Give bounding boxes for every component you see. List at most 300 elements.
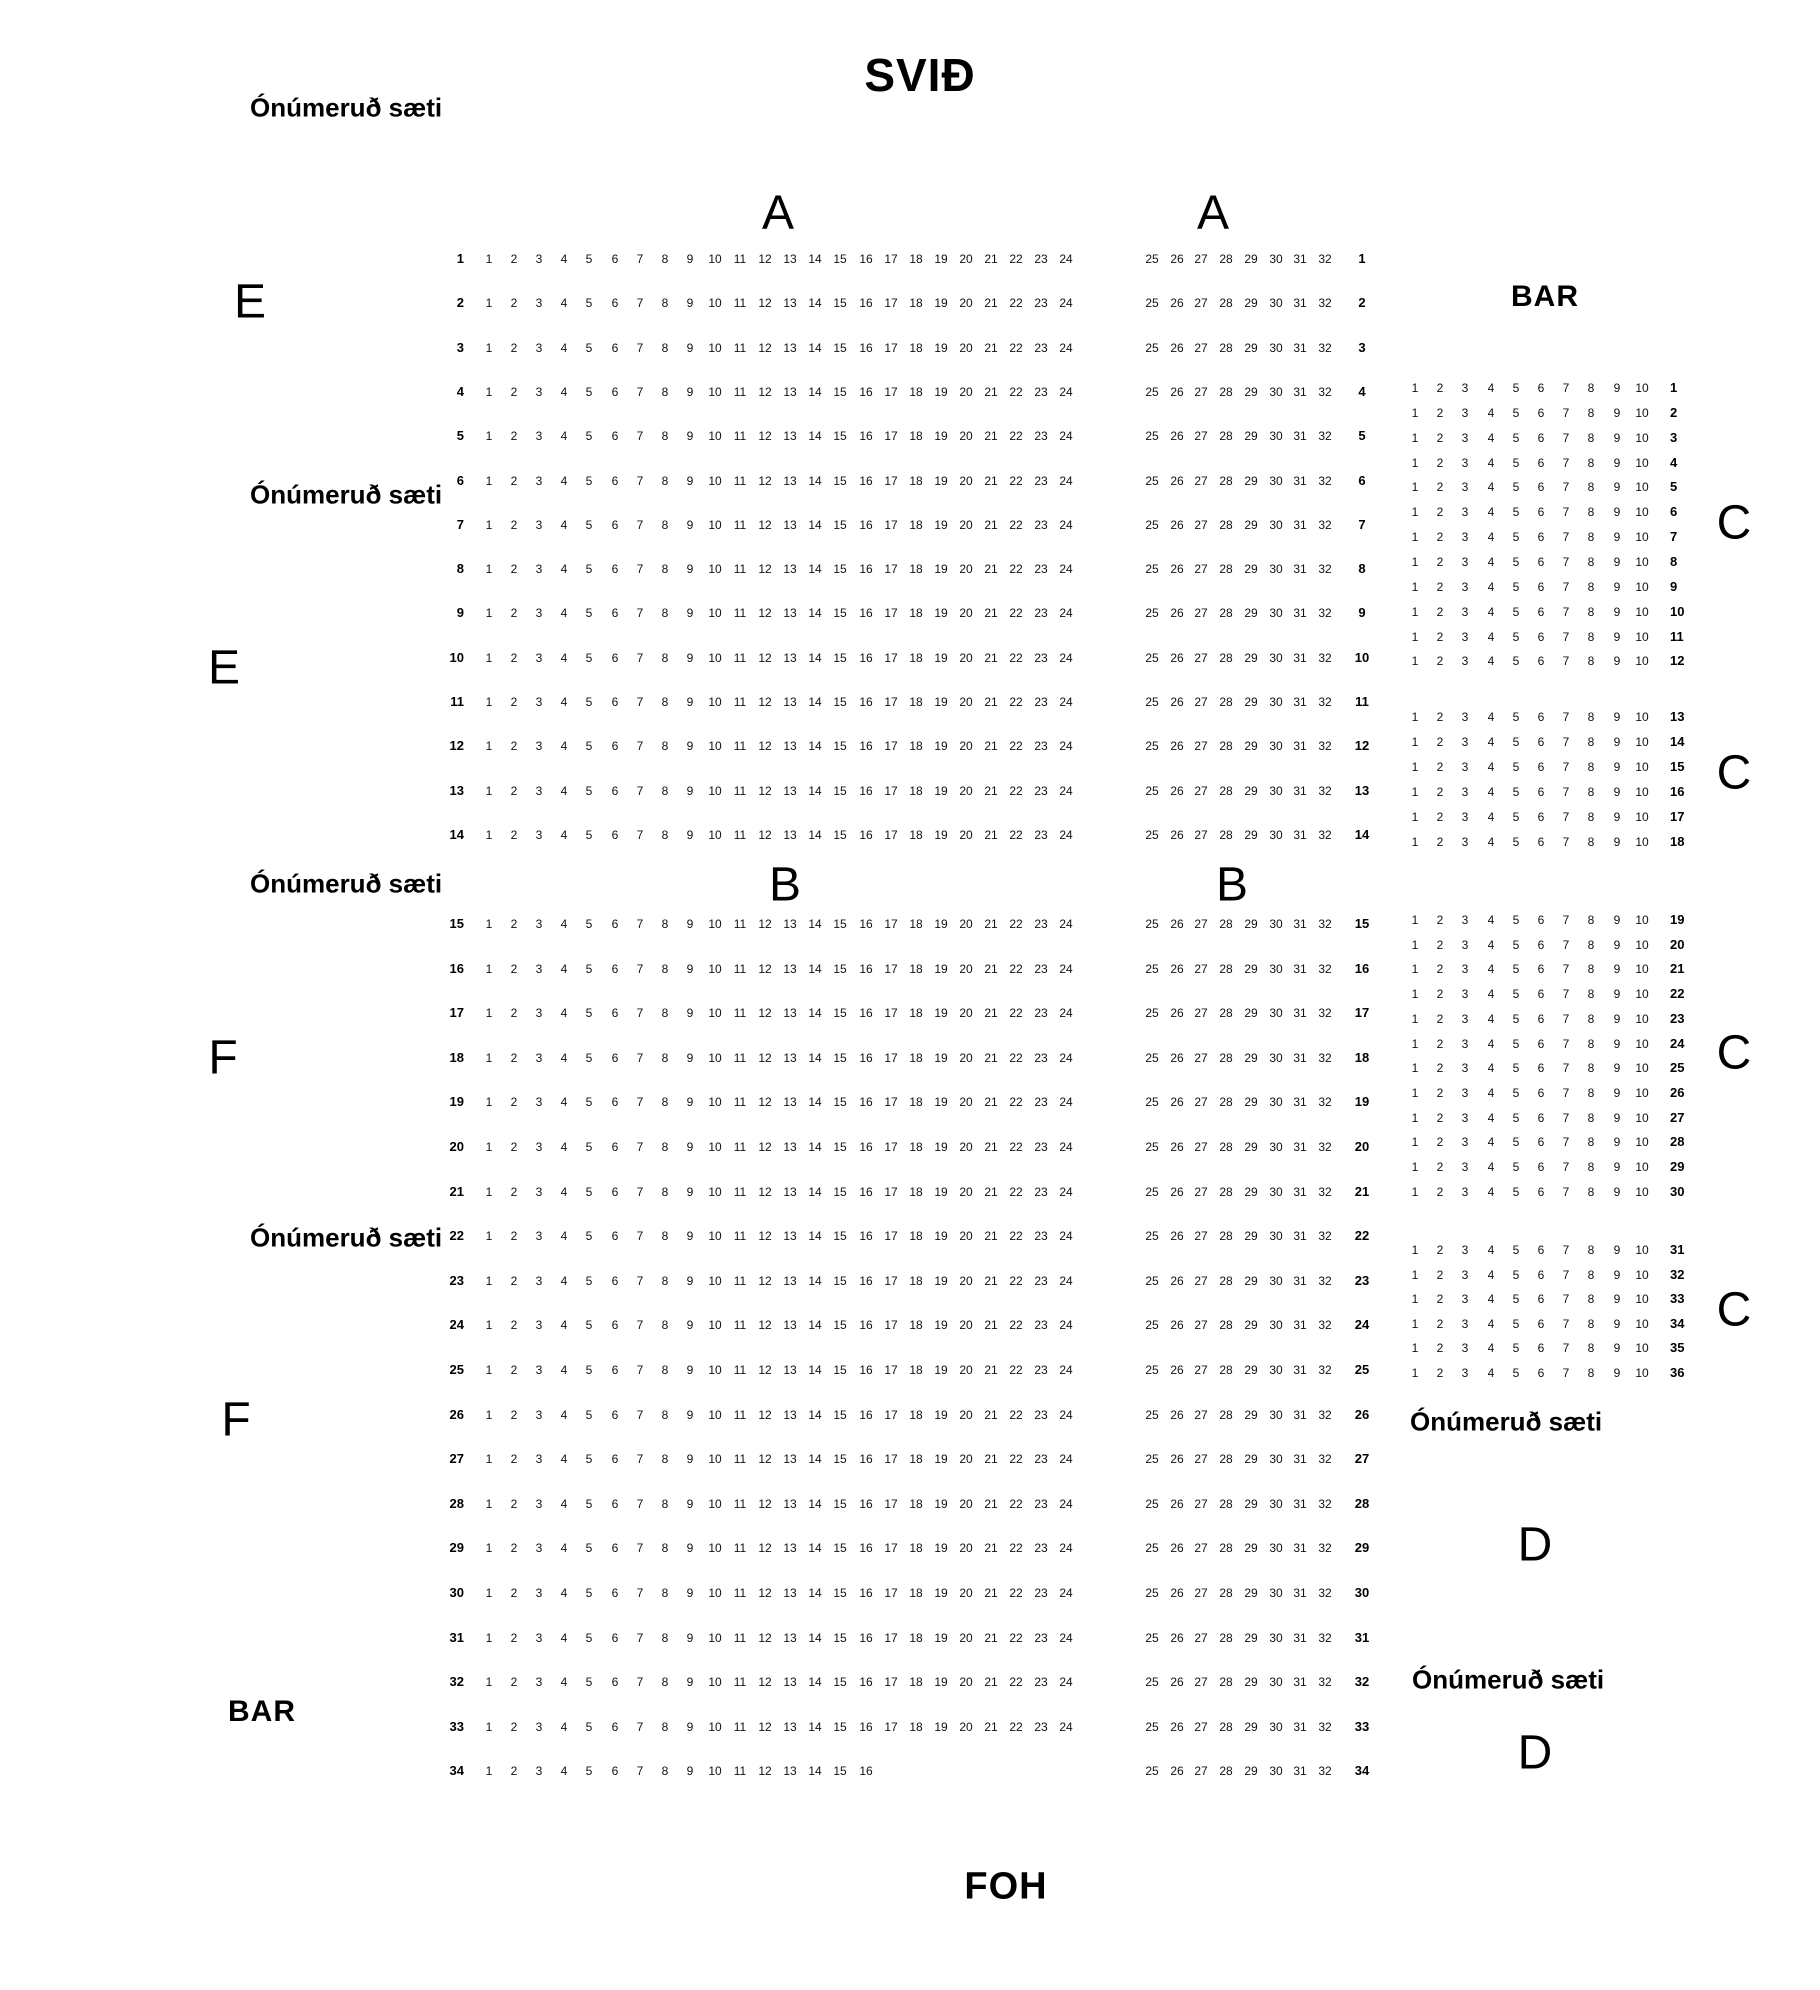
seat-number: 31 [1293, 385, 1307, 399]
seat-number: 29 [1244, 917, 1258, 931]
seat-number: 9 [686, 1140, 694, 1154]
seat-number: 3 [535, 695, 543, 709]
row-number-left: 3 [456, 340, 464, 355]
seat-number: 10 [708, 1363, 722, 1377]
unnumbered-seats-label-2: Ónúmeruð sæti [250, 479, 443, 510]
seat-number: 22 [1009, 1051, 1023, 1065]
seat-number: 2 [510, 1051, 518, 1065]
seat-number: 19 [934, 1318, 948, 1332]
seat-number: 4 [1487, 810, 1495, 824]
seat-number: 9 [686, 651, 694, 665]
seat-number: 31 [1293, 1497, 1307, 1511]
seat-number: 25 [1145, 828, 1159, 842]
seat-number: 15 [833, 1541, 847, 1555]
seat-number: 25 [1145, 562, 1159, 576]
seat-number: 29 [1244, 1541, 1258, 1555]
seat-number: 19 [934, 385, 948, 399]
seat-number: 9 [686, 1764, 694, 1778]
seat-number: 10 [1635, 735, 1649, 749]
seat-number: 26 [1170, 606, 1184, 620]
seat-number: 11 [733, 784, 747, 798]
seat-number: 1 [1411, 962, 1419, 976]
seat-number: 32 [1318, 1274, 1332, 1288]
seat-number: 15 [833, 1497, 847, 1511]
seat-number: 29 [1244, 1675, 1258, 1689]
seat-number: 25 [1145, 1095, 1159, 1109]
row-number-left: 10 [449, 650, 464, 665]
seat-number: 3 [535, 1095, 543, 1109]
seat-number: 2 [510, 1720, 518, 1734]
c-row-number: 33 [1670, 1291, 1685, 1306]
seat-number: 21 [984, 784, 998, 798]
seat-number: 4 [560, 784, 568, 798]
seat-number: 5 [585, 1497, 593, 1511]
seat-number: 8 [661, 1541, 669, 1555]
seat-number: 6 [611, 962, 619, 976]
seat-number: 20 [959, 1720, 973, 1734]
seat-number: 32 [1318, 385, 1332, 399]
seat-number: 6 [611, 1720, 619, 1734]
seat-number: 2 [1436, 1185, 1444, 1199]
seat-number: 8 [661, 1720, 669, 1734]
seat-number: 7 [636, 1185, 644, 1199]
seat-number: 16 [859, 739, 873, 753]
seat-number: 3 [1461, 605, 1469, 619]
seat-number: 17 [884, 1497, 898, 1511]
seat-number: 27 [1194, 1764, 1208, 1778]
seat-number: 17 [884, 962, 898, 976]
seat-number: 5 [1512, 381, 1520, 395]
seat-number: 4 [1487, 1268, 1495, 1282]
seat-number: 9 [1613, 1185, 1621, 1199]
c-row-number: 7 [1670, 529, 1678, 544]
seat-number: 12 [758, 1051, 772, 1065]
seat-number: 17 [884, 1006, 898, 1020]
seat-number: 21 [984, 252, 998, 266]
seat-number: 13 [783, 739, 797, 753]
seat-number: 27 [1194, 1363, 1208, 1377]
seat-number: 6 [1537, 1012, 1545, 1026]
seat-number: 12 [758, 1720, 772, 1734]
seat-number: 9 [686, 1229, 694, 1243]
seat-number: 1 [485, 1229, 493, 1243]
seat-number: 29 [1244, 1452, 1258, 1466]
seat-number: 25 [1145, 1720, 1159, 1734]
seat-number: 3 [535, 1363, 543, 1377]
seat-number: 4 [560, 695, 568, 709]
row-number-right: 12 [1354, 738, 1370, 753]
seat-number: 9 [1613, 1135, 1621, 1149]
seat-number: 22 [1009, 1452, 1023, 1466]
seat-number: 22 [1009, 341, 1023, 355]
seat-number: 5 [585, 429, 593, 443]
seat-number: 6 [1537, 1366, 1545, 1380]
seat-number: 6 [611, 1140, 619, 1154]
seat-number: 17 [884, 1185, 898, 1199]
c-row-number: 10 [1670, 604, 1685, 619]
seat-number: 26 [1170, 341, 1184, 355]
seat-number: 14 [808, 1675, 822, 1689]
seat-number: 2 [510, 1586, 518, 1600]
seat-number: 3 [1461, 938, 1469, 952]
seat-number: 27 [1194, 1675, 1208, 1689]
seat-number: 11 [733, 252, 747, 266]
seat-number: 28 [1219, 1274, 1233, 1288]
seat-number: 24 [1059, 562, 1073, 576]
seat-number: 1 [1411, 710, 1419, 724]
seat-number: 1 [1411, 381, 1419, 395]
seat-number: 17 [884, 695, 898, 709]
seat-number: 1 [485, 1452, 493, 1466]
seat-number: 8 [1587, 1160, 1595, 1174]
seat-number: 2 [510, 651, 518, 665]
seat-number: 10 [708, 474, 722, 488]
seat-number: 31 [1293, 1586, 1307, 1600]
seat-number: 1 [485, 1006, 493, 1020]
seat-number: 13 [783, 1764, 797, 1778]
seat-number: 3 [535, 1586, 543, 1600]
seat-number: 5 [1512, 1243, 1520, 1257]
seat-number: 9 [1613, 1366, 1621, 1380]
seat-number: 18 [909, 474, 923, 488]
seat-number: 9 [686, 1006, 694, 1020]
seat-number: 24 [1059, 1095, 1073, 1109]
seat-number: 3 [1461, 962, 1469, 976]
seat-number: 2 [1436, 1135, 1444, 1149]
seat-number: 20 [959, 739, 973, 753]
seat-number: 10 [708, 1095, 722, 1109]
seat-number: 7 [636, 695, 644, 709]
row-number-left: 8 [456, 561, 464, 576]
seat-number: 19 [934, 1675, 948, 1689]
seat-number: 2 [510, 1675, 518, 1689]
c-row-number: 35 [1670, 1340, 1685, 1355]
seat-number: 2 [510, 1363, 518, 1377]
seat-number: 2 [510, 1229, 518, 1243]
seat-number: 22 [1009, 1675, 1023, 1689]
seat-number: 1 [1411, 1366, 1419, 1380]
seat-number: 6 [611, 1675, 619, 1689]
seat-number: 29 [1244, 739, 1258, 753]
seat-number: 7 [636, 962, 644, 976]
seat-number: 5 [1512, 1366, 1520, 1380]
seat-number: 26 [1170, 296, 1184, 310]
seat-number: 10 [1635, 1086, 1649, 1100]
seat-number: 7 [636, 917, 644, 931]
seat-number: 29 [1244, 962, 1258, 976]
seat-number: 23 [1034, 917, 1048, 931]
seat-number: 5 [1512, 1086, 1520, 1100]
seat-number: 8 [1587, 1086, 1595, 1100]
seat-number: 6 [611, 1764, 619, 1778]
seat-number: 4 [1487, 760, 1495, 774]
seat-number: 7 [1562, 580, 1570, 594]
seat-number: 10 [1635, 431, 1649, 445]
seat-number: 6 [1537, 913, 1545, 927]
seat-number: 5 [1512, 530, 1520, 544]
seat-number: 5 [1512, 1061, 1520, 1075]
seat-number: 10 [1635, 1366, 1649, 1380]
seat-number: 25 [1145, 1675, 1159, 1689]
seat-number: 11 [733, 1720, 747, 1734]
seat-number: 9 [1613, 710, 1621, 724]
seat-number: 23 [1034, 1185, 1048, 1199]
row-number-left: 17 [449, 1005, 464, 1020]
seat-number: 11 [733, 1497, 747, 1511]
seat-number: 8 [1587, 555, 1595, 569]
seat-number: 9 [1613, 1268, 1621, 1282]
seat-number: 30 [1269, 1095, 1283, 1109]
seat-number: 17 [884, 828, 898, 842]
seat-number: 24 [1059, 962, 1073, 976]
seat-number: 23 [1034, 1675, 1048, 1689]
seat-number: 2 [510, 962, 518, 976]
seat-number: 8 [1587, 530, 1595, 544]
seat-number: 1 [485, 562, 493, 576]
seat-number: 6 [611, 1452, 619, 1466]
seat-number: 6 [1537, 735, 1545, 749]
seat-number: 27 [1194, 1051, 1208, 1065]
row-number-right: 3 [1358, 340, 1366, 355]
seat-number: 19 [934, 1363, 948, 1377]
row-number-left: 12 [449, 738, 464, 753]
seat-number: 27 [1194, 651, 1208, 665]
seat-number: 1 [485, 1185, 493, 1199]
seat-number: 8 [1587, 760, 1595, 774]
seat-number: 14 [808, 1363, 822, 1377]
seat-number: 6 [1537, 406, 1545, 420]
seat-number: 25 [1145, 385, 1159, 399]
seat-number: 1 [485, 429, 493, 443]
seat-number: 21 [984, 1675, 998, 1689]
seat-number: 9 [1613, 381, 1621, 395]
seat-number: 29 [1244, 341, 1258, 355]
seat-number: 9 [1613, 1160, 1621, 1174]
row-number-left: 4 [456, 384, 464, 399]
seat-number: 9 [1613, 785, 1621, 799]
seat-number: 6 [611, 1318, 619, 1332]
seat-number: 2 [510, 296, 518, 310]
row-number-right: 8 [1358, 561, 1366, 576]
seat-number: 17 [884, 385, 898, 399]
seat-number: 10 [708, 1229, 722, 1243]
seat-number: 26 [1170, 1764, 1184, 1778]
seat-number: 16 [859, 1363, 873, 1377]
seat-number: 8 [661, 296, 669, 310]
seat-number: 16 [859, 1541, 873, 1555]
seat-number: 23 [1034, 1006, 1048, 1020]
seat-number: 8 [1587, 987, 1595, 1001]
seat-number: 2 [1436, 1160, 1444, 1174]
section-a-label-left: A [761, 186, 795, 240]
seat-number: 2 [1436, 785, 1444, 799]
seat-number: 6 [1537, 1061, 1545, 1075]
seat-number: 22 [1009, 1497, 1023, 1511]
seat-number: 8 [1587, 654, 1595, 668]
seat-number: 7 [636, 341, 644, 355]
seat-number: 21 [984, 1274, 998, 1288]
seat-number: 8 [661, 962, 669, 976]
seat-number: 22 [1009, 252, 1023, 266]
seat-number: 21 [984, 1318, 998, 1332]
seat-number: 3 [1461, 760, 1469, 774]
row-number-left: 7 [456, 517, 464, 532]
seat-number: 4 [1487, 1135, 1495, 1149]
seat-number: 24 [1059, 651, 1073, 665]
seat-number: 17 [884, 341, 898, 355]
seat-number: 8 [1587, 1292, 1595, 1306]
seat-number: 5 [1512, 987, 1520, 1001]
seat-number: 32 [1318, 651, 1332, 665]
seat-number: 7 [636, 828, 644, 842]
seat-number: 15 [833, 1408, 847, 1422]
seat-number: 22 [1009, 1095, 1023, 1109]
seat-number: 15 [833, 1185, 847, 1199]
seat-number: 18 [909, 518, 923, 532]
seat-number: 32 [1318, 1318, 1332, 1332]
seat-number: 7 [1562, 1268, 1570, 1282]
seat-number: 7 [1562, 1341, 1570, 1355]
seat-number: 1 [1411, 1341, 1419, 1355]
seat-number: 1 [485, 1274, 493, 1288]
seat-number: 3 [1461, 580, 1469, 594]
seat-number: 20 [959, 385, 973, 399]
seat-number: 31 [1293, 1541, 1307, 1555]
seat-number: 27 [1194, 784, 1208, 798]
seat-number: 24 [1059, 1363, 1073, 1377]
seat-number: 1 [485, 1497, 493, 1511]
seat-number: 32 [1318, 1140, 1332, 1154]
seat-number: 21 [984, 917, 998, 931]
seat-number: 7 [636, 296, 644, 310]
seat-number: 1 [1411, 760, 1419, 774]
seat-number: 14 [808, 518, 822, 532]
seat-number: 30 [1269, 429, 1283, 443]
seat-number: 32 [1318, 518, 1332, 532]
seat-number: 1 [1411, 1086, 1419, 1100]
seat-number: 25 [1145, 1051, 1159, 1065]
unnumbered-seats-label-4: Ónúmeruð sæti [250, 1222, 443, 1253]
seat-number: 15 [833, 474, 847, 488]
seat-number: 5 [585, 1185, 593, 1199]
seat-number: 9 [1613, 810, 1621, 824]
seat-number: 1 [1411, 735, 1419, 749]
c-row-number: 17 [1670, 809, 1685, 824]
seat-number: 9 [686, 962, 694, 976]
seat-number: 20 [959, 1229, 973, 1243]
seat-number: 4 [560, 474, 568, 488]
seat-number: 1 [1411, 480, 1419, 494]
seat-number: 2 [1436, 1086, 1444, 1100]
seat-number: 23 [1034, 1363, 1048, 1377]
seat-number: 5 [1512, 456, 1520, 470]
seat-number: 10 [1635, 406, 1649, 420]
seat-number: 6 [1537, 710, 1545, 724]
seat-number: 1 [485, 296, 493, 310]
seat-number: 2 [510, 429, 518, 443]
seat-number: 30 [1269, 296, 1283, 310]
seat-number: 6 [1537, 456, 1545, 470]
seat-number: 1 [1411, 431, 1419, 445]
seat-number: 14 [808, 385, 822, 399]
seat-number: 12 [758, 1185, 772, 1199]
seat-number: 14 [808, 1140, 822, 1154]
seat-number: 26 [1170, 917, 1184, 931]
seat-number: 25 [1145, 1764, 1159, 1778]
c-row-number: 23 [1670, 1011, 1685, 1026]
seat-number: 21 [984, 429, 998, 443]
seat-number: 6 [1537, 1037, 1545, 1051]
section-b-label-left: B [768, 858, 802, 912]
c-row-number: 28 [1670, 1134, 1685, 1149]
seat-number: 2 [1436, 1243, 1444, 1257]
seat-number: 8 [1587, 1061, 1595, 1075]
bar-label-right: BAR [1511, 280, 1579, 313]
seat-number: 11 [733, 1541, 747, 1555]
row-number-right: 9 [1358, 605, 1366, 620]
row-number-right: 16 [1354, 961, 1370, 976]
seat-number: 13 [783, 1274, 797, 1288]
seat-number: 8 [661, 1631, 669, 1645]
seat-number: 6 [611, 1497, 619, 1511]
seat-number: 11 [733, 296, 747, 310]
seat-number: 25 [1145, 1408, 1159, 1422]
seat-number: 5 [1512, 810, 1520, 824]
seat-number: 24 [1059, 1140, 1073, 1154]
seat-number: 7 [636, 429, 644, 443]
seat-number: 26 [1170, 1051, 1184, 1065]
seat-number: 8 [1587, 381, 1595, 395]
seat-number: 18 [909, 1586, 923, 1600]
seat-number: 8 [1587, 1317, 1595, 1331]
seat-number: 29 [1244, 252, 1258, 266]
seat-number: 18 [909, 429, 923, 443]
seat-number: 29 [1244, 1274, 1258, 1288]
seat-number: 3 [535, 828, 543, 842]
seat-number: 7 [636, 1318, 644, 1332]
seat-number: 30 [1269, 695, 1283, 709]
seat-number: 13 [783, 1318, 797, 1332]
seat-number: 12 [758, 962, 772, 976]
seat-number: 13 [783, 1497, 797, 1511]
seat-number: 25 [1145, 1586, 1159, 1600]
seat-number: 1 [485, 917, 493, 931]
seat-number: 32 [1318, 1006, 1332, 1020]
seat-number: 18 [909, 1720, 923, 1734]
seat-number: 25 [1145, 739, 1159, 753]
seat-number: 7 [1562, 938, 1570, 952]
seat-number: 13 [783, 962, 797, 976]
seat-number: 2 [510, 1140, 518, 1154]
seat-number: 1 [485, 695, 493, 709]
seat-number: 23 [1034, 1720, 1048, 1734]
seat-number: 6 [611, 651, 619, 665]
c-row-number: 1 [1670, 380, 1678, 395]
seat-number: 14 [808, 1408, 822, 1422]
seat-number: 10 [708, 1408, 722, 1422]
seat-number: 13 [783, 562, 797, 576]
seat-number: 5 [1512, 1037, 1520, 1051]
seat-number: 27 [1194, 341, 1208, 355]
seat-number: 10 [708, 1140, 722, 1154]
seat-number: 4 [560, 1720, 568, 1734]
seat-number: 12 [758, 739, 772, 753]
seat-number: 21 [984, 1185, 998, 1199]
seat-number: 26 [1170, 385, 1184, 399]
seat-number: 13 [783, 1541, 797, 1555]
seat-number: 21 [984, 1452, 998, 1466]
c-row-number: 32 [1670, 1267, 1685, 1282]
